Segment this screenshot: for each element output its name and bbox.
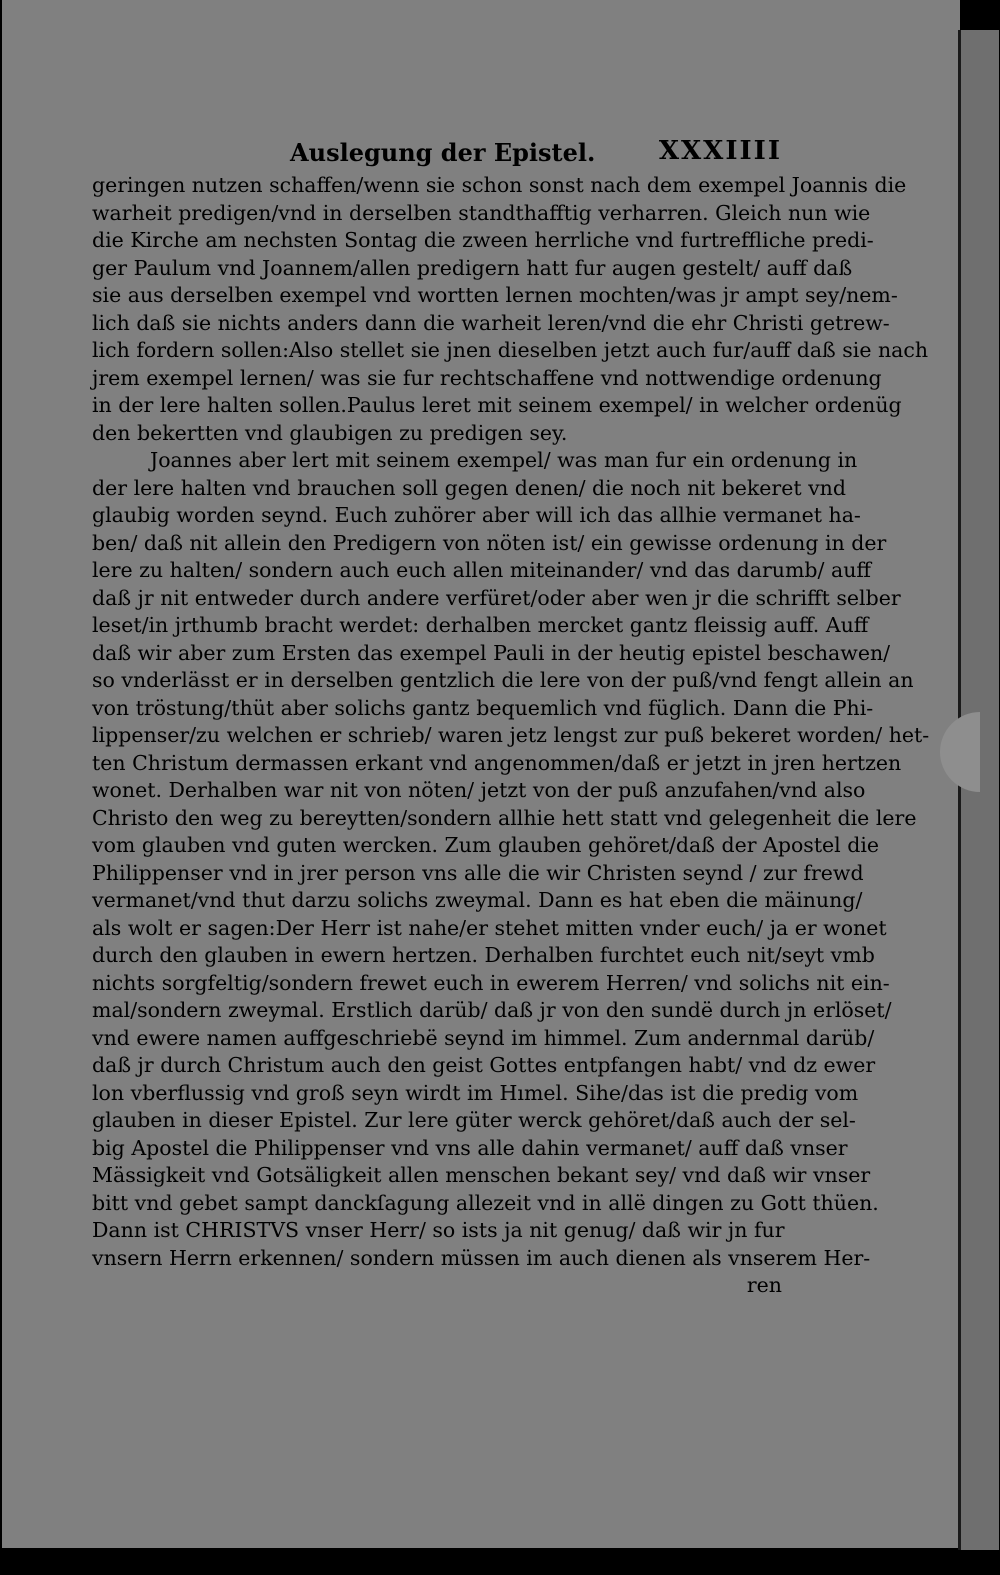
running-title: Auslegung der Epistel. xyxy=(290,138,596,167)
text-line: vnsern Herrn erkennen/ sondern müssen im auch dienen als vnserem Her- xyxy=(92,1245,871,1270)
text-line: Christo den weg zu bereytten/sondern allhie hett statt vnd gelegenheit die lere xyxy=(92,805,917,830)
text-line: glaubig worden seynd. Euch zuhörer aber will ich das allhie vermanet ha- xyxy=(92,503,861,527)
text-line: die Kirche am nechsten Sontag die zween herrliche vnd furtreffliche predi- xyxy=(92,228,874,252)
text-line: ger Paulum vnd Joannem/allen predigern hatt fur augen gestelt/ auff daß xyxy=(92,255,853,280)
folio-number: XXXIIII xyxy=(658,136,782,166)
text-line: daß jr durch Christum auch den geist Gottes entpfangen habt/ vnd dz ewer xyxy=(92,1053,876,1077)
text-line: der lere halten vnd brauchen soll gegen denen/ die noch nit bekeret vnd xyxy=(92,475,847,500)
text-line: big Apostel die Philippenser vnd vns alle dahin vermanet/ auff daß vnser xyxy=(92,1135,848,1160)
text-block xyxy=(92,136,930,1300)
text-line: lippenser/zu welchen er schrieb/ waren jetz lengst zur puß bekeret worden/ het- xyxy=(92,723,930,747)
text-line: geringen nutzen schaffen/wenn sie schon sonst nach dem exempel Joannis die xyxy=(92,173,907,197)
text-line: daß wir aber zum Ersten das exempel Pauli in der heutig epistel beschawen/ xyxy=(92,640,891,665)
text-line: leset/in jrthumb bracht werdet: derhalben mercket gantz fleissig auff. Auff xyxy=(92,613,869,637)
text-line: in der lere halten sollen.Paulus leret mit seinem exempel/ in welcher ordenüg xyxy=(92,393,902,417)
text-line: wonet. Derhalben war nit von nöten/ jetzt von der puß anzufahen/vnd also xyxy=(92,778,866,802)
body-text xyxy=(92,172,930,1272)
text-line: nichts sorgfeltig/sondern frewet euch in ewerem Herren/ vnd solichs nit ein- xyxy=(92,970,890,995)
text-line: mal/sondern zweymal. Erstlich darüb/ daß jr von den sundë durch jn erlöset/ xyxy=(92,998,892,1022)
text-line: ten Christum dermassen erkant vnd angenommen/daß er jetzt in jren hertzen xyxy=(92,750,902,775)
text-line: sie aus derselben exempel vnd wortten lernen mochten/was jr ampt sey/nem- xyxy=(92,283,898,307)
text-line: jrem exempel lernen/ was sie fur rechtschaffene vnd nottwendige ordenung xyxy=(92,365,882,390)
text-line: lich daß sie nichts anders dann die warheit leren/vnd die ehr Christi getrew- xyxy=(92,310,890,335)
text-line: ben/ daß nit allein den Predigern von nöten ist/ ein gewisse ordenung in der xyxy=(92,530,887,555)
text-line: Mässigkeit vnd Gotsäligkeit allen menschen bekant sey/ vnd daß wir vnser xyxy=(92,1163,871,1187)
text-line: Dann ist CHRISTVS vnser Herr/ so ists ja nit genug/ daß wir jn fur xyxy=(92,1218,785,1242)
catchword: ren xyxy=(746,1273,782,1297)
text-line: den bekertten vnd glaubigen zu predigen sey. xyxy=(92,420,568,445)
text-line: durch den glauben in ewern hertzen. Derhalben furchtet euch nit/seyt vmb xyxy=(92,943,875,967)
text-line: von tröstung/thüt aber solichs gantz bequemlich vnd füglich. Dann die Phi- xyxy=(92,695,874,720)
text-line: Philippenser vnd in jrer person vns alle die wir Christen seynd / zur frewd xyxy=(92,860,864,885)
running-head xyxy=(92,136,782,172)
text-line: vnd ewere namen auffgeschriebë seynd im himmel. Zum andernmal darüb/ xyxy=(92,1025,875,1050)
text-line: lon vberflussig vnd groß seyn wirdt im Hımel. Sihe/das ist die predig vom xyxy=(92,1080,859,1105)
text-line: vom glauben vnd guten wercken. Zum glauben gehöret/daß der Apostel die xyxy=(92,833,880,857)
text-line: so vnderlässt er in derselben gentzlich die lere von der puß/vnd fengt allein an xyxy=(92,668,914,692)
text-line: daß jr nit entweder durch andere verfüret/oder aber wen jr die schrifft selber xyxy=(92,585,901,610)
text-line: glauben in dieser Epistel. Zur lere güter werck gehöret/daß auch der sel- xyxy=(92,1108,856,1132)
text-line: vermanet/vnd thut darzu solichs zweymal. Dann es hat eben die mäinung/ xyxy=(92,888,863,912)
text-line: bitt vnd gebet sampt danckſagung allezeit vnd in allë dingen zu Gott thüen. xyxy=(92,1190,879,1215)
text-line: als wolt er sagen:Der Herr ist nahe/er stehet mitten vnder euch/ ja er wonet xyxy=(92,915,887,940)
text-line: lere zu halten/ sondern auch euch allen miteinander/ vnd das darumb/ auff xyxy=(92,558,871,582)
text-line: Joannes aber lert mit seinem exempel/ was man fur ein ordenung in xyxy=(150,448,858,472)
text-line: warheit predigen/vnd in derselben standthafftig verharren. Gleich nun wie xyxy=(92,200,871,225)
text-line: lich fordern sollen:Also stellet sie jnen dieselben jetzt auch fur/auff daß sie nach xyxy=(92,338,929,362)
